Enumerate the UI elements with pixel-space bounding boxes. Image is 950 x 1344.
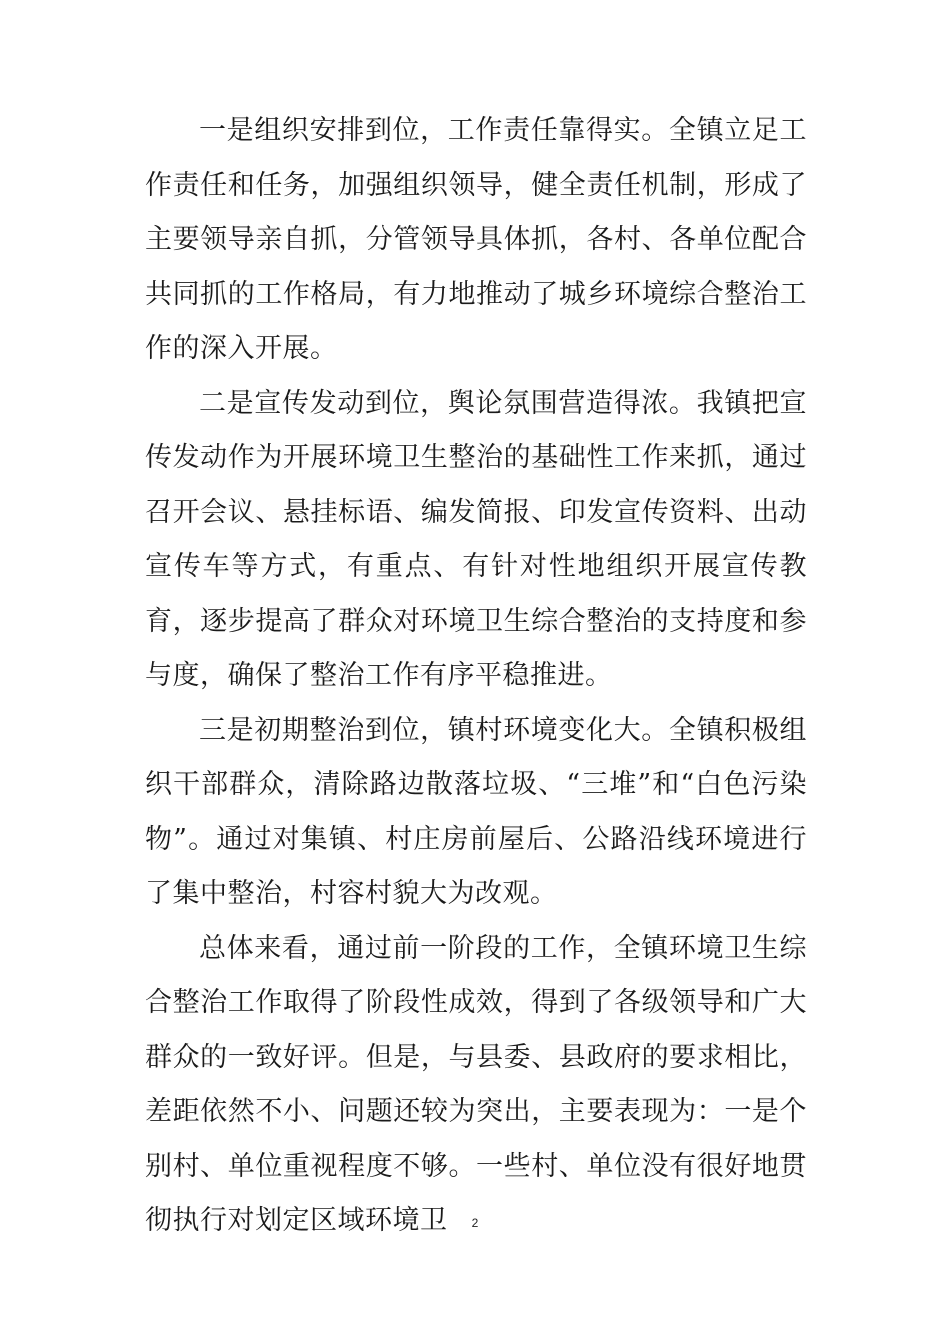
paragraph-overall-summary: 总体来看，通过前一阶段的工作，全镇环境卫生综合整治工作取得了阶段性成效，得到了各级领导和广大群众的一致好评。但是，与县委、县政府的要求相比，差距依然不小、问题还较为突出，主要表现为：一是个别村、单位重视程度不够。一些村、单位没有很好地贯彻执行对划定区域环境卫 xyxy=(145,932,807,1236)
page-number: 2 xyxy=(471,1216,479,1230)
paragraph-initial-rectification: 三是初期整治到位，镇村环境变化大。全镇积极组织干部群众，清除路边散落垃圾、“三堆”和“白色污染物”。通过对集镇、村庄房前屋后、公路沿线环境进行了集中整治，村容村貌大为改观。 xyxy=(145,714,807,909)
body-text xyxy=(145,104,807,1249)
paragraph-publicity: 二是宣传发动到位，舆论氛围营造得浓。我镇把宣传发动作为开展环境卫生整治的基础性工作来抓，通过召开会议、悬挂标语、编发简报、印发宣传资料、出动宣传车等方式，有重点、有针对性地组织开展宣传教育，逐步提高了群众对环境卫生综合整治的支持度和参与度，确保了整治工作有序平稳推进。 xyxy=(145,387,807,691)
paragraph-organization: 一是组织安排到位，工作责任靠得实。全镇立足工作责任和任务，加强组织领导，健全责任机制，形成了主要领导亲自抓，分管领导具体抓，各村、各单位配合共同抓的工作格局，有力地推动了城乡环境综合整治工作的深入开展。 xyxy=(145,115,807,364)
